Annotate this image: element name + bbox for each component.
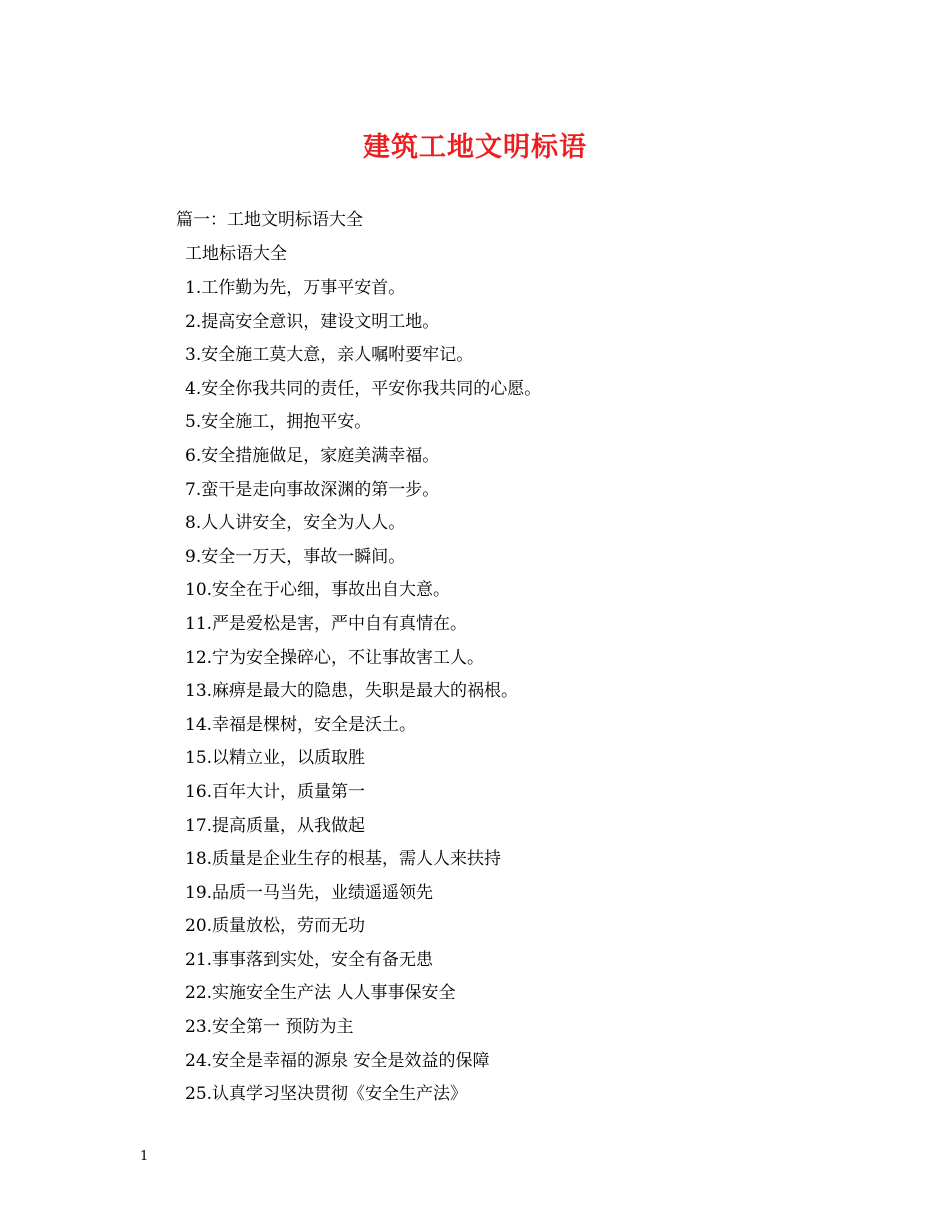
slogan-item: 23.安全第一 预防为主	[185, 1017, 354, 1038]
slogan-item: 21.事事落到实处，安全有备无患	[185, 949, 434, 970]
slogan-item: 17.提高质量，从我做起	[185, 815, 366, 836]
slogan-item: 5.安全施工，拥抱平安。	[185, 412, 372, 433]
slogan-item: 3.安全施工莫大意，亲人嘱咐要牢记。	[185, 345, 474, 366]
slogan-item: 1.工作勤为先，万事平安首。	[185, 278, 406, 298]
slogan-item: 19.品质一马当先，业绩遥遥领先	[185, 882, 434, 903]
slogan-item: 8.人人讲安全，安全为人人。	[185, 513, 406, 534]
slogan-item: 18.质量是企业生存的根基，需人人来扶持	[185, 849, 502, 870]
slogan-item: 16.百年大计，质量第一	[185, 781, 366, 802]
slogan-item: 24.安全是幸福的源泉 安全是效益的保障	[185, 1050, 490, 1071]
slogan-item: 11.严是爱松是害，严中自有真情在。	[185, 613, 468, 634]
slogan-item: 13.麻痹是最大的隐患，失职是最大的祸根。	[185, 681, 519, 702]
sub-heading: 工地标语大全	[185, 244, 287, 264]
slogan-item: 14.幸福是棵树，安全是沃土。	[185, 714, 417, 735]
slogan-item: 10.安全在于心细，事故出自大意。	[185, 580, 451, 601]
document-title: 建筑工地文明标语	[363, 132, 587, 163]
slogan-item: 4.安全你我共同的责任，平安你我共同的心愿。	[185, 378, 542, 399]
slogan-item: 7.蛮干是走向事故深渊的第一步。	[185, 479, 440, 500]
slogan-item: 25.认真学习坚决贯彻《安全生产法》	[185, 1084, 468, 1105]
slogan-item: 6.安全措施做足，家庭美满幸福。	[185, 445, 440, 466]
page-number: 1	[140, 1149, 149, 1164]
slogan-item: 2.提高安全意识，建设文明工地。	[185, 311, 440, 332]
section-heading: 篇一：工地文明标语大全	[176, 210, 363, 230]
slogan-item: 15.以精立业，以质取胜	[185, 748, 366, 769]
slogan-item: 20.质量放松，劳而无功	[185, 916, 366, 937]
slogan-item: 22.实施安全生产法 人人事事保安全	[185, 983, 456, 1004]
slogan-item: 12.宁为安全操碎心，不让事故害工人。	[185, 647, 485, 668]
slogan-list	[185, 275, 541, 1115]
slogan-item: 9.安全一万天，事故一瞬间。	[185, 546, 406, 567]
